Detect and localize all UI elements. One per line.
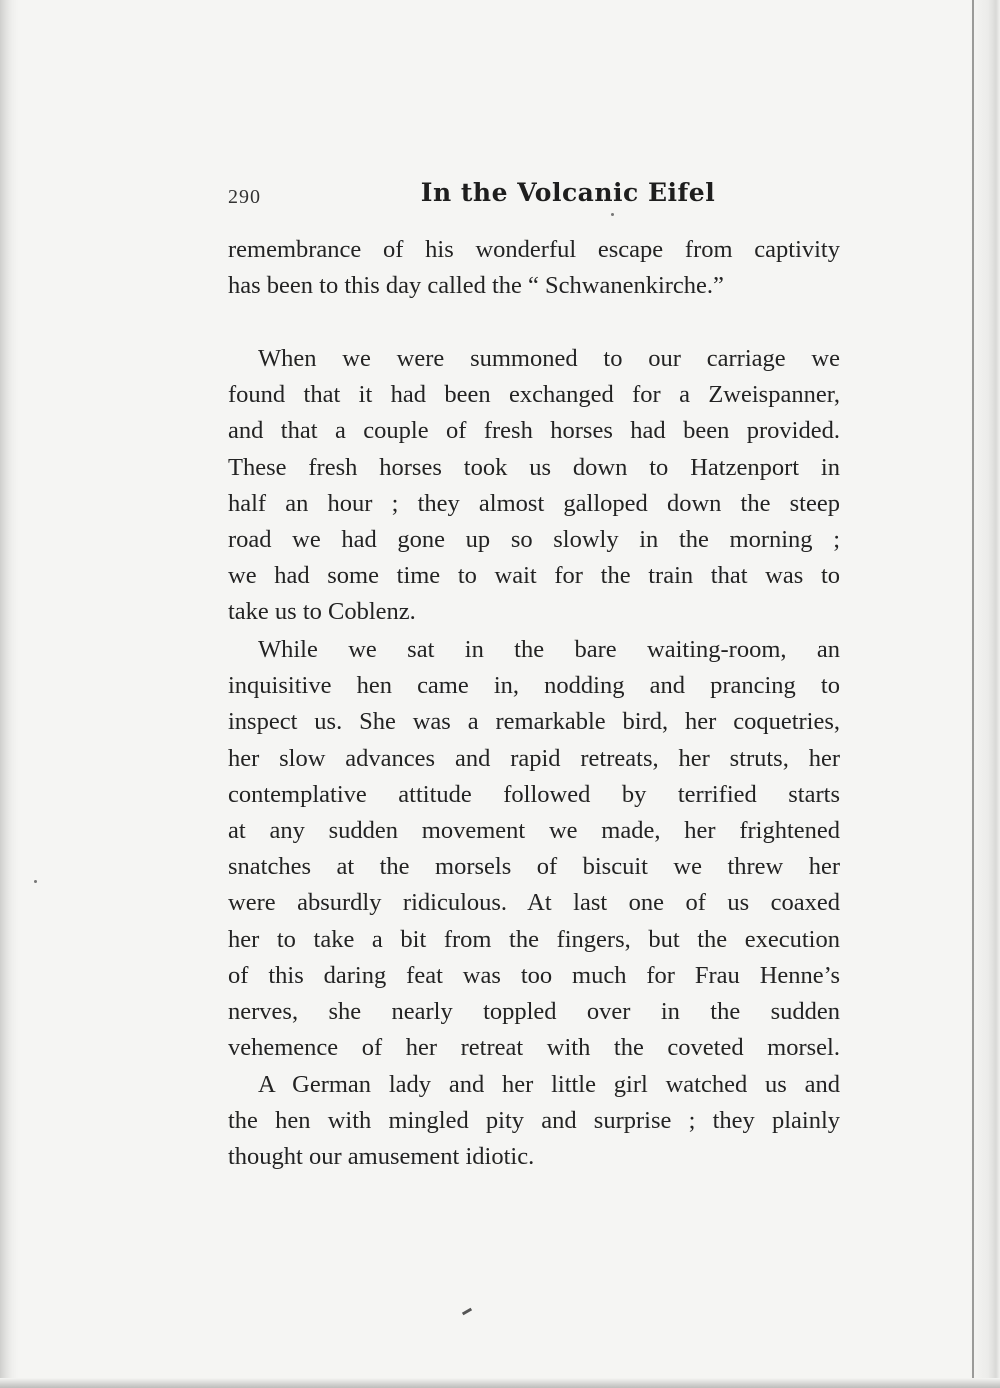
- page-right-edge: [970, 0, 1000, 1388]
- text-line: contemplative attitude followed by terrified starts: [228, 780, 840, 808]
- text-line: inspect us. She was a remarkable bird, her coquetries,: [228, 708, 840, 736]
- text-line: her to take a bit from the fingers, but the execution: [228, 925, 840, 953]
- text-line: When we were summoned to our carriage we: [258, 345, 840, 372]
- page-number: 290: [228, 186, 261, 208]
- text-line: nerves, she nearly toppled over in the sudden: [228, 998, 840, 1026]
- text-line: snatches at the morsels of biscuit we threw her: [228, 853, 840, 881]
- text-line: her slow advances and rapid retreats, her struts, her: [228, 744, 840, 772]
- text-line: remembrance of his wonderful escape from captivity: [228, 236, 840, 263]
- page-bottom-edge: [0, 1378, 1000, 1388]
- text-line: take us to Coblenz.: [228, 598, 416, 626]
- text-line: and that a couple of fresh horses had been provided.: [228, 417, 840, 445]
- ink-dot: [34, 880, 37, 883]
- page-edge-line: [972, 0, 974, 1388]
- text-line: found that it had been exchanged for a Zweispanner,: [228, 381, 840, 409]
- running-head: [228, 178, 840, 218]
- text-line: the hen with mingled pity and surprise ; they plainly: [228, 1107, 840, 1135]
- text-line: road we had gone up so slowly in the morning ;: [228, 526, 840, 554]
- text-line: at any sudden movement we made, her frightened: [228, 817, 840, 845]
- text-line: half an hour ; they almost galloped down the steep: [228, 489, 840, 517]
- running-title: In the Volcanic Eifel: [420, 178, 716, 207]
- text-line: we had some time to wait for the train that was to: [228, 562, 840, 590]
- paragraph-4: [228, 1067, 840, 1176]
- text-line: inquisitive hen came in, nodding and prancing to: [228, 672, 840, 700]
- page-gutter-shadow: [0, 0, 18, 1388]
- paragraph-2: [228, 341, 840, 631]
- text-line: of this daring feat was too much for Frau Henne’s: [228, 961, 840, 989]
- paragraph-3: [228, 632, 840, 1066]
- ink-speck: [462, 1308, 472, 1316]
- text-line: were absurdly ridiculous. At last one of us coaxed: [228, 889, 840, 917]
- ink-dot: [611, 213, 614, 216]
- text-line: These fresh horses took us down to Hatzenport in: [228, 453, 840, 481]
- text-line: A German lady and her little girl watched us and: [258, 1071, 840, 1098]
- text-line: vehemence of her retreat with the coveted morsel.: [228, 1034, 840, 1062]
- text-line: While we sat in the bare waiting-room, an: [258, 636, 840, 663]
- text-line: has been to this day called the “ Schwanenkirche.”: [228, 272, 724, 300]
- paragraph-1: [228, 232, 840, 304]
- text-line: thought our amusement idiotic.: [228, 1143, 535, 1171]
